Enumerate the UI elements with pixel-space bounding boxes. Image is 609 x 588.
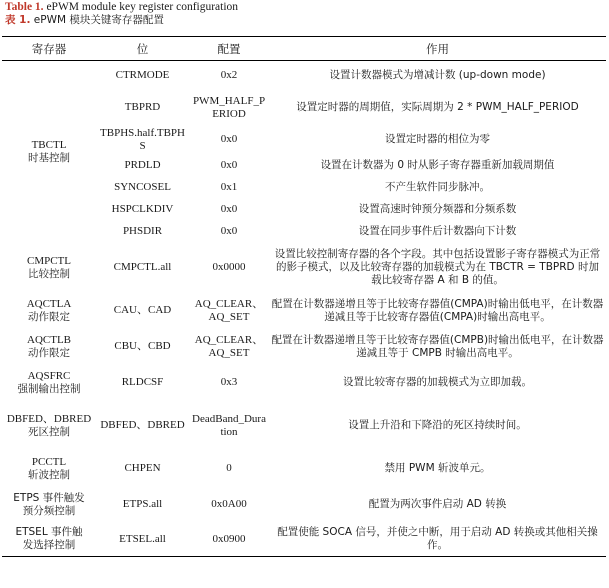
bit-cell: CHPEN: [124, 462, 161, 474]
config-cell: AQ_CLEAR、AQ_SET: [194, 297, 264, 323]
effect-cell: 配置使能 SOCA 信号，并使之中断，用于启动 AD 转换或其他相关操作。: [269, 523, 606, 557]
config-cell: 0x0: [220, 159, 238, 171]
effect-cell: 设置计数器模式为增减计数 (up-down mode): [329, 69, 546, 82]
table-row: [2, 293, 606, 329]
header-bit: 位: [96, 37, 189, 61]
config-cell: 0: [226, 462, 232, 474]
table-caption: [5, 1, 238, 27]
bit-cell: SYNCOSEL: [114, 181, 171, 193]
register-cell: [2, 487, 96, 523]
register-config-table: [2, 36, 606, 557]
bit-cell: PRDLD: [124, 159, 161, 171]
header-register: 寄存器: [2, 37, 96, 61]
caption-english: [5, 1, 238, 14]
effect-cell: 配置在计数器递增且等于比较寄存器值(CMPA)时输出低电平，在计数器递减且等于比较寄存器值(CMPA)时输出高电平。: [271, 297, 604, 323]
bit-cell: TBPHS.half.TBPHS: [100, 126, 185, 152]
config-cell: AQ_CLEAR、AQ_SET: [194, 333, 264, 359]
effect-cell: 设置比较寄存器的加载模式为立即加载。: [343, 376, 532, 388]
config-cell: PWM_HALF_PERIOD: [192, 94, 266, 120]
header-effect: 作用: [269, 37, 606, 61]
config-cell: 0x0: [220, 203, 238, 215]
table-row: [2, 523, 606, 557]
bit-cell: CBU、CBD: [114, 340, 171, 352]
register-desc: 死区控制: [28, 425, 70, 438]
register-desc: 发选择控制: [22, 539, 76, 552]
bit-cell: RLDCSF: [121, 376, 164, 388]
effect-cell: 设置高速时钟预分频器和分频系数: [358, 203, 517, 215]
register-name: DBFED、DBRED: [6, 412, 92, 425]
register-cell: [2, 451, 96, 487]
register-name: ETSEL 事件触: [15, 526, 83, 539]
register-desc: 动作限定: [28, 346, 70, 359]
register-cell: [2, 293, 96, 329]
table-row: [2, 243, 606, 293]
caption-en-label: Table 1.: [5, 1, 44, 13]
table-row: [2, 365, 606, 401]
effect-cell: 设置比较控制寄存器的各个字段。其中包括设置影子寄存器模式为正常的影子模式，以及比较寄存器的加载模式为在 TBCTR = TBPRD 时加载比较寄存器 A 和 B 的值。: [274, 248, 601, 286]
config-cell: DeadBand_Duration: [192, 412, 266, 438]
register-desc: 动作限定: [28, 310, 70, 323]
config-cell: 0x0: [220, 133, 238, 145]
register-cell: [2, 365, 96, 401]
effect-cell: 设置上升沿和下降沿的死区持续时间。: [348, 419, 527, 431]
register-cell: [2, 61, 96, 243]
config-cell: 0x0900: [189, 523, 269, 557]
caption-zh-text: ePWM 模块关键寄存器配置: [30, 14, 164, 26]
bit-cell: ETPS.all: [122, 498, 163, 510]
header-config: 配置: [189, 37, 269, 61]
effect-cell: 配置为两次事件启动 AD 转换: [368, 498, 507, 510]
header-row: [2, 37, 606, 61]
table-row: [2, 329, 606, 365]
config-cell: 0x3: [220, 376, 238, 388]
effect-cell: 设置定时器的周期值，实际周期为 2 * PWM_HALF_PERIOD: [296, 101, 579, 113]
bit-cell: CTRMODE: [115, 69, 170, 82]
bit-cell: TBPRD: [124, 101, 161, 113]
register-name: PCCTL: [31, 455, 67, 468]
config-cell: 0x0A00: [211, 498, 247, 510]
bit-cell: ETSEL.all: [96, 523, 189, 557]
register-cell: [2, 523, 96, 557]
caption-zh-label: 表 1.: [5, 14, 31, 26]
register-desc: 斩波控制: [28, 468, 70, 481]
register-desc: 时基控制: [28, 151, 70, 164]
effect-cell: 设置在同步事件后计数器向下计数: [358, 225, 517, 237]
bit-cell: CAU、CAD: [113, 304, 172, 316]
register-name: AQSFRC: [27, 369, 71, 382]
register-name: AQCTLA: [26, 297, 72, 310]
effect-cell: 设置定时器的相位为零: [385, 133, 490, 145]
bit-cell: HSPCLKDIV: [111, 203, 174, 215]
register-name: AQCTLB: [27, 333, 71, 346]
table-row: [2, 61, 606, 91]
config-cell: 0x0000: [212, 261, 246, 273]
config-cell: 0x1: [220, 181, 238, 193]
table-row: [2, 487, 606, 523]
config-cell: 0x2: [220, 69, 238, 82]
register-desc: 强制输出控制: [17, 382, 81, 395]
effect-cell: 禁用 PWM 斩波单元。: [384, 462, 491, 474]
register-name: ETPS 事件触发: [13, 491, 85, 504]
effect-cell: 配置在计数器递增且等于比较寄存器值(CMPB)时输出低电平，在计数器递减且等于 CMPB 时输出高电平。: [271, 333, 604, 359]
register-cell: [2, 329, 96, 365]
register-name: CMPCTL: [26, 254, 71, 267]
effect-cell: 设置在计数器为 0 时从影子寄存器重新加载周期值: [320, 159, 555, 171]
register-name: TBCTL: [31, 138, 67, 151]
bit-cell: PHSDIR: [122, 225, 163, 237]
effect-cell: 不产生软件同步脉冲。: [385, 181, 490, 193]
caption-en-text: ePWM module key register configuration: [43, 1, 239, 13]
register-desc: 预分频控制: [22, 504, 76, 517]
bit-cell: CMPCTL.all: [113, 261, 172, 273]
table-row: [2, 451, 606, 487]
config-cell: 0x0: [220, 225, 238, 237]
register-cell: [2, 243, 96, 293]
register-cell: [2, 401, 96, 451]
caption-chinese: [5, 14, 238, 27]
table-row: [2, 401, 606, 451]
register-desc: 比较控制: [28, 267, 70, 280]
bit-cell: DBFED、DBRED: [100, 419, 185, 431]
